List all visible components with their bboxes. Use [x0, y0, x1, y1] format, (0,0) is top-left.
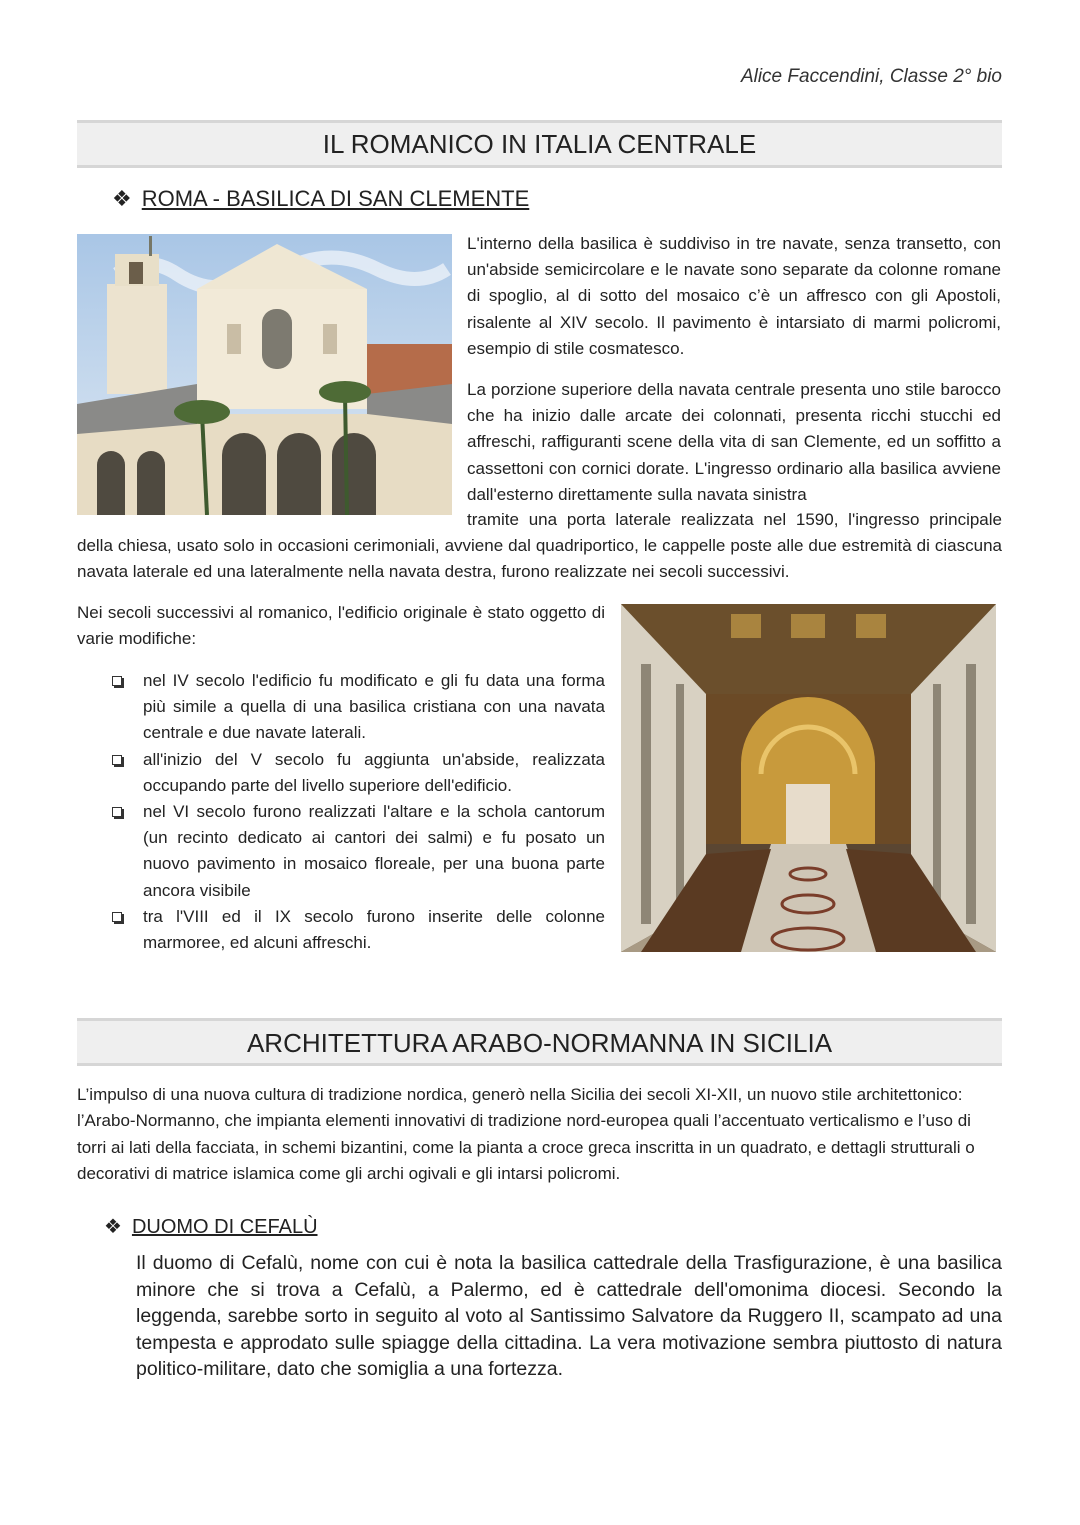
subheading-san-clemente [112, 186, 529, 212]
section-title-romanico: IL ROMANICO IN ITALIA CENTRALE [77, 120, 1002, 168]
san-clemente-paragraph-2: La porzione superiore della navata centrale presenta uno stile barocco che ha inizio dalle arcate dei colonnati, presenta ricchi stucchi ed affreschi, raffiguranti scene della vita di san Clemente, ed un soffitto a cassettoni con cornici dorate. L'ingresso ordinario alla basilica avviene dall'esterno direttamente sulla navata sinistra [467, 380, 1001, 504]
checkbox-icon [112, 807, 122, 817]
subheading-san-clemente-text: ROMA - BASILICA DI SAN CLEMENTE [141, 186, 530, 211]
modifiche-list [110, 668, 605, 956]
author-label: Alice Faccendini, Classe 2° bio [740, 66, 1002, 87]
list-item: tra l'VIII ed il IX secolo furono inserite delle colonne marmoree, ed alcuni affreschi. [110, 904, 605, 956]
list-item: nel VI secolo furono realizzati l'altare e la schola cantorum (un recinto dedicato ai cantori dei salmi) e fu posato un nuovo pavimento in mosaico floreale, per una buona parte ancora visibile [110, 799, 605, 904]
subheading-cefalu [104, 1214, 318, 1239]
checkbox-icon [112, 676, 122, 686]
subheading-cefalu-text: DUOMO DI CEFALÙ [131, 1216, 318, 1238]
checkbox-icon [112, 912, 122, 922]
diamond-icon: ❖ [112, 186, 132, 211]
basilica-interior-photo [621, 604, 996, 952]
diamond-icon: ❖ [104, 1216, 122, 1238]
san-clemente-paragraph-1: L'interno della basilica è suddiviso in tre navate, senza transetto, con un'abside semicircolare e le navate sono separate da colonne romane di spoglio, al di sotto del mosaico c’è un affresco con gli Apostoli, risalente al XIV secolo. Il pavimento è intarsiato di marmi policromi, esempio di stile cosmatesco. [467, 234, 1001, 358]
arabo-normanna-intro: L’impulso di una nuova cultura di tradizione nordica, generò nella Sicilia dei secoli XI-XII, un nuovo stile architettonico: l’Arabo-Normanno, che impianta elementi innovativi di tradizione nord-europea quali l’accentuato verticalismo e l’uso di torri ai lati della facciata, in schemi bizantini, come la pianta a croce greca inscritta in un quadrato, e dettagli strutturali o decorativi di matrice islamica come gli archi ogivali e gli intarsi policromi. [77, 1085, 975, 1184]
san-clemente-paragraph-2-continued: tramite una porta laterale realizzata nel 1590, l'ingresso principale della chiesa, usato solo in occasioni cerimoniali, avviene dal quadriportico, le cappelle poste alle due estremità di ciascuna navata laterale ed una lateralmente nella navata destra, furono realizzate nei secoli successivi. [77, 510, 1002, 582]
list-item: nel IV secolo l'edificio fu modificato e gli fu data una forma più simile a quella di una basilica cristiana con una navata centrale e due navate laterali. [110, 668, 605, 747]
basilica-facade-photo [77, 234, 452, 515]
section-title-arabo-normanna: ARCHITETTURA ARABO-NORMANNA IN SICILIA [77, 1018, 1002, 1066]
list-item: all'inizio del V secolo fu aggiunta un'abside, realizzata occupando parte del livello superiore dell'edificio. [110, 747, 605, 799]
cefalu-paragraph: Il duomo di Cefalù, nome con cui è nota la basilica cattedrale della Trasfigurazione, è una basilica minore che si trova a Cefalù, a Palermo, ed è cattedrale dell'omonima diocesi. Secondo la leggenda, sarebbe sorto in seguito al voto al Santissimo Salvatore da Ruggero II, scampato ad una tempesta e approdato sulle spiagge della cittadina. La vera motivazione sembra piuttosto di natura politico-militare, dato che somiglia a una fortezza. [136, 1252, 1002, 1381]
modifiche-intro: Nei secoli successivi al romanico, l'edificio originale è stato oggetto di varie modifiche: [77, 603, 605, 649]
checkbox-icon [112, 755, 122, 765]
